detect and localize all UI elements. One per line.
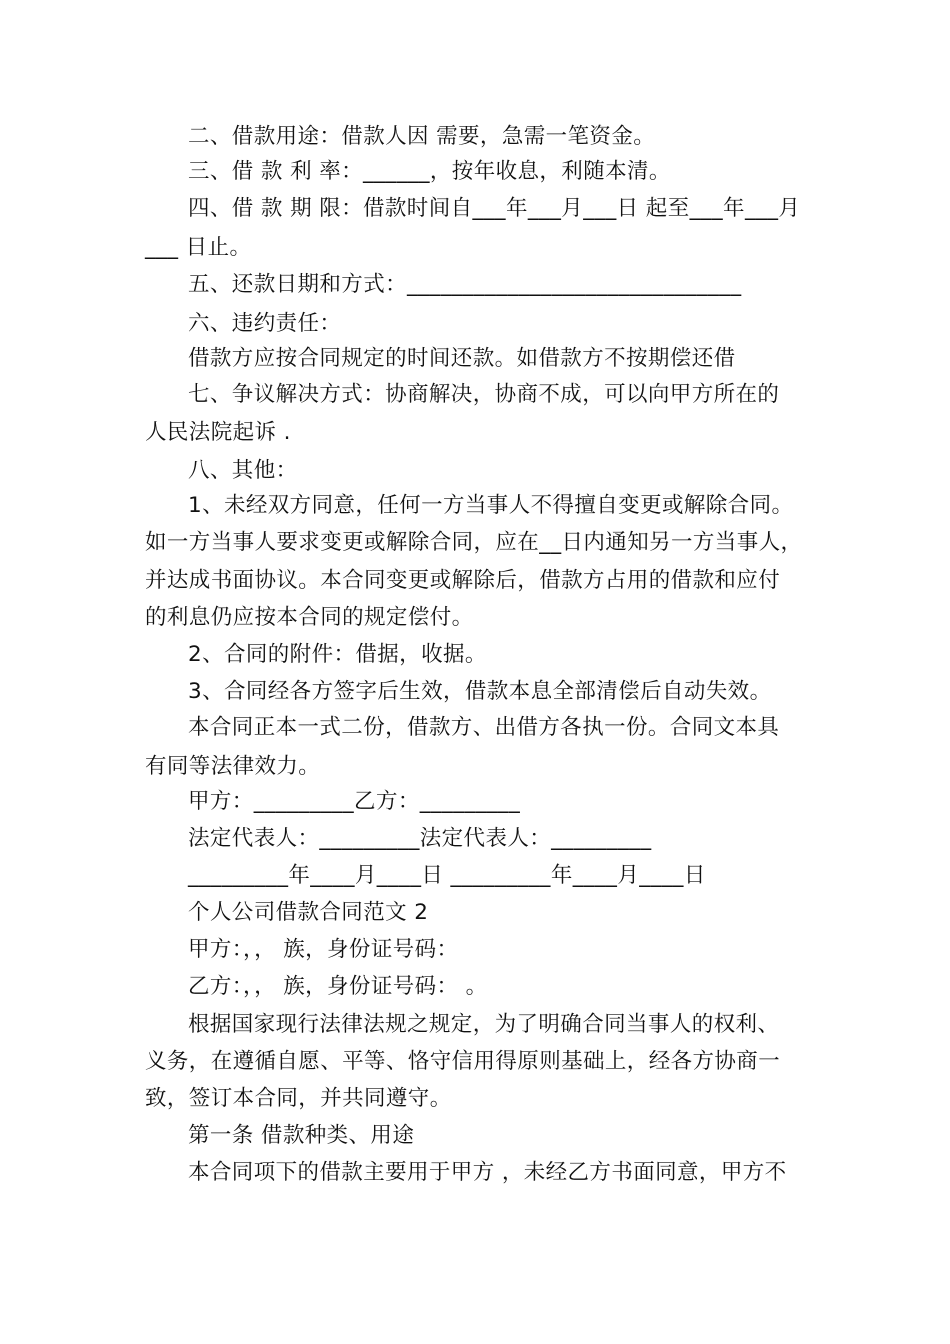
signature-parties: 甲方：_________乙方：_________ (188, 789, 521, 814)
clause-8-item-1: 1、未经双方同意，任何一方当事人不得擅自变更或解除合同。 (188, 493, 794, 518)
clause-8-item-2: 2、合同的附件：借据，收据。 (188, 642, 487, 667)
copies-statement: 本合同正本一式二份，借款方、出借方各执一份。合同文本具 (188, 715, 780, 740)
clause-8-other-heading: 八、其他： (188, 458, 298, 483)
clause-4-loan-term: 四、借 款 期 限：借款时间自___年___月___日 起至___年___月 (188, 196, 801, 221)
copies-statement-continued: 有同等法律效力。 (145, 754, 321, 779)
section-title-template-2: 个人公司借款合同范文 2 (188, 900, 429, 925)
party-a-info: 甲方：，， 族，身份证号码： (188, 937, 459, 962)
signature-dates: _________年____月____日 _________年____月____日 (188, 863, 706, 888)
preamble-paragraph: 根据国家现行法律法规之规定，为了明确合同当事人的权利、 (188, 1012, 780, 1037)
clause-5-repayment: 五、还款日期和方式：______________________________ (188, 272, 742, 297)
preamble-paragraph-line-2: 义务，在遵循自愿、平等、恪守信用得原则基础上，经各方协商一 (145, 1049, 781, 1074)
clause-6-liability-heading: 六、违约责任： (188, 311, 342, 336)
clause-8-item-1-line-2: 如一方当事人要求变更或解除合同，应在__日内通知另一方当事人， (145, 530, 803, 555)
party-b-info: 乙方：，， 族，身份证号码： 。 (188, 974, 488, 999)
article-1-text: 本合同项下的借款主要用于甲方 ，未经乙方书面同意，甲方不 (188, 1160, 787, 1185)
signature-legal-representatives: 法定代表人：_________法定代表人：_________ (188, 826, 652, 851)
clause-7-dispute-resolution-continued: 人民法院起诉 . (145, 420, 291, 445)
clause-3-interest-rate: 三、借 款 利 率：______，按年收息，利随本清。 (188, 159, 671, 184)
article-1-heading: 第一条 借款种类、用途 (188, 1123, 415, 1148)
clause-2-loan-purpose: 二、借款用途：借款人因 需要，急需一笔资金。 (188, 124, 656, 149)
clause-6-liability-text: 借款方应按合同规定的时间还款。如借款方不按期偿还借 (188, 346, 736, 371)
clause-4-loan-term-continued: ___ 日止。 (145, 235, 252, 260)
preamble-paragraph-line-3: 致，签订本合同，并共同遵守。 (145, 1086, 452, 1111)
clause-8-item-1-line-3: 并达成书面协议。本合同变更或解除后，借款方占用的借款和应付 (145, 568, 781, 593)
clause-7-dispute-resolution: 七、争议解决方式：协商解决，协商不成，可以向甲方所在的 (188, 382, 780, 407)
clause-8-item-1-line-4: 的利息仍应按本合同的规定偿付。 (145, 605, 474, 630)
clause-8-item-3: 3、合同经各方签字后生效，借款本息全部清偿后自动失效。 (188, 679, 772, 704)
